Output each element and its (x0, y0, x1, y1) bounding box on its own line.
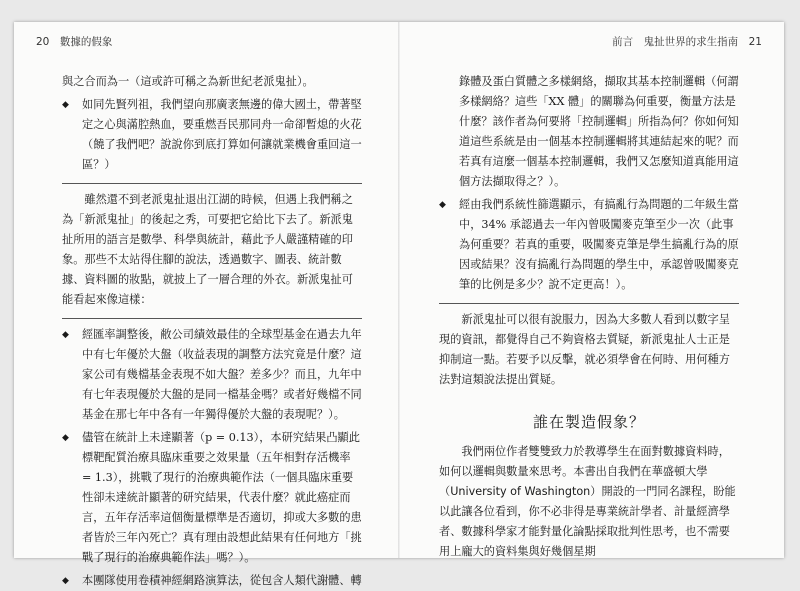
bullet-item: ◆ 經由我們系統性篩選顯示，有搞亂行為問題的二年級生當中，34% 承認過去一年內曾吸闖麥克筆至少一次（此事為何重要？若真的重要，吸闖麥克筆是學生搞亂行為的原因或結果？沒有搞亂行為問題的學生中，承認曾吸闖麥克筆的比例是多少？說不定更高！）。 (439, 195, 739, 295)
continued-bullet: 錄體及蛋白質體之多樣網絡，擷取其基本控制邏輯（何謂多樣網絡？這些「XX 體」的關聯為何重要，衡量方法是什麼？該作者為何要將「控制邏輯」所指為何？你如何知道這些系統是由一個基本控制邏輯將其連結起來的呢？而若真有這麼一個基本控制邏輯，我們又怎麼知道真能用這個方法擷取得之？）。 (459, 75, 739, 188)
body-paragraph: 雖然還不到老派鬼扯退出江湖的時候，但遇上我們稱之為「新派鬼扯」的後起之秀，可要把它給比下去了。新派鬼扯所用的語言是數學、科學與統計，藉此予人嚴謹精確的印象。那些不太站得住腳的說法，透過數字、圖表、統計數據、資料圖的妝點，就披上了一層合理的外衣。新派鬼扯可能看起來像這樣： (62, 193, 353, 306)
right-page (399, 22, 784, 558)
bullet-item: ◆ 經匯率調整後，敝公司績效最佳的全球型基金在過去九年中有七年優於大盤（收益表現的調整方法究竟是什麼？這家公司有幾檔基金表現不如大盤？差多少？而且，九年中有七年表現優於大盤的是同一檔基金嗎？或者好幾檔不同基金在那七年中各有一年獨得優於大盤的表現呢？）。 (62, 325, 362, 425)
left-text-block (62, 72, 362, 591)
left-page (14, 22, 399, 587)
body-paragraph: 我們兩位作者雙雙致力於教導學生在面對數據資料時，如何以邏輯與數量來思考。本書出自我們在華盛頓大學（University of Washington）開設的一門同名課程，盼能以此讓各位看到，你不必非得是專業統計學者、計量經濟學者、數據科學家才能對量化論點採取批判性思考，也不需要用上龐大的資料集與好幾個星期 (439, 445, 736, 558)
right-text-block (439, 72, 739, 562)
book-spread (14, 22, 784, 587)
section-heading: 誰在製造假象？ (532, 413, 645, 431)
left-running-head: 20 數據的假象 (36, 36, 113, 48)
bullet-item: ◆ 如同先賢列祖，我們望向那廣袤無邊的偉大國土，帶著堅定之心與滿腔熱血，要重燃吾民那同舟一命卻暫熄的火花（饒了我們吧？說說你到底打算如何讓就業機會重回這一區？） (62, 95, 362, 175)
bullet-item: ◆ 本團隊使用卷積神經網路演算法，從包含人類代謝體、轉 (62, 571, 362, 591)
body-paragraph: 新派鬼扯可以很有說服力，因為大多數人看到以數字呈現的資訊，都覺得自己不夠資格去質疑，新派鬼扯人士正是抑制這一點。若要予以反擊，就必須學會在何時、用何種方法對這類說法提出質疑。 (439, 313, 730, 386)
bullet-item: ◆ 儘管在統計上未達顯著（p = 0.13），本研究結果凸顯此標靶配質治療具臨床重要之效果量（五年相對存活機率 = 1.3），挑戰了現行的治療典範作法（一個具臨床重要性卻未達統計顯著的研究結果，代表什麼？就此癌症而言，五年存活率這個衡量標準是否適切，抑或大多數的患者皆於三年內死亡？真有理由設想此結果有任何地方「挑戰了現行的治療典範作法」嗎？）。 (62, 428, 362, 568)
right-running-head: 前言 鬼扯世界的求生指南 21 (612, 36, 762, 48)
quote-line: 與之合而為一（這或許可稱之為新世紀老派鬼扯）。 (62, 75, 314, 88)
section-divider (62, 318, 362, 319)
section-divider (439, 303, 739, 304)
section-divider (62, 183, 362, 184)
